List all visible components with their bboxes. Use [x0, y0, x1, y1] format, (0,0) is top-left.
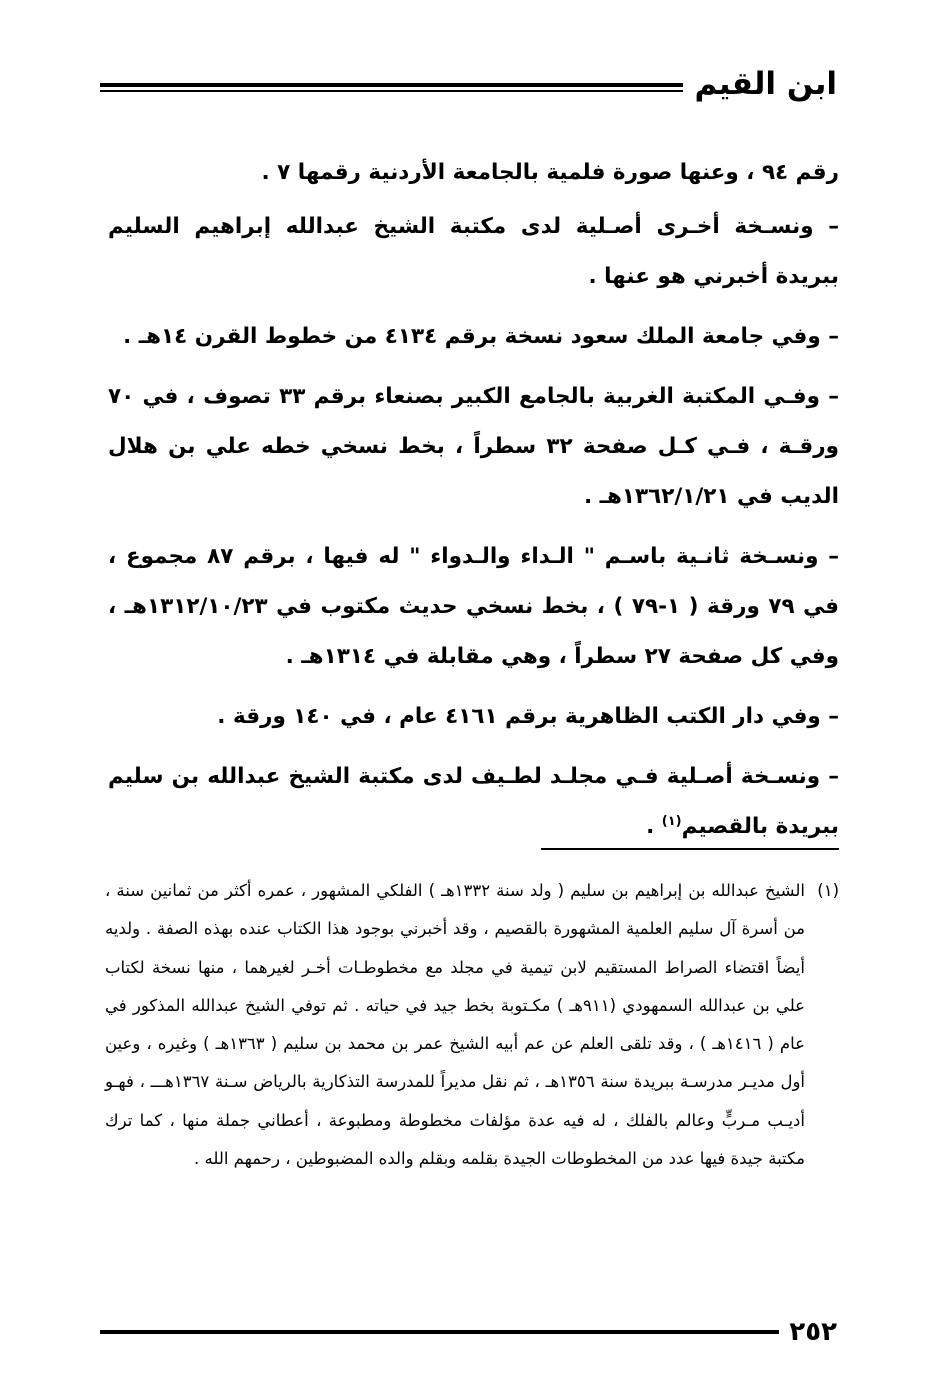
footnote-separator	[541, 848, 839, 850]
paragraph: رقم ٩٤ ، وعنها صورة فلمية بالجامعة الأردنية رقمها ٧ .	[261, 160, 839, 185]
footnote-reference[interactable]: (١)	[661, 813, 682, 829]
paragraph-end: .	[646, 814, 662, 839]
header-rule	[100, 83, 683, 92]
paragraph-text: – ونسـخة أصـلية فـي مجلـد لطـيف لدى مكتبة الشيخ عبدالله بن سليم ببريدة بالقصيم	[108, 764, 839, 839]
paragraph: – وفي دار الكتب الظاهرية برقم ٤١٦١ عام ، في ١٤٠ ورقة .	[217, 704, 839, 729]
paragraph-last	[108, 752, 839, 852]
main-text	[108, 148, 839, 862]
paragraph: – ونسـخة أخـرى أصـلية لدى مكتبة الشيخ عبدالله إبراهيم السليم ببريدة أخبرني هو عنها .	[108, 214, 839, 289]
footer-rule	[100, 1330, 779, 1334]
page-footer	[100, 1312, 837, 1352]
paragraph: – ونسـخة ثانـية باسـم " الـداء والـدواء " له فيها ، برقم ٨٧ مجموع ، في ٧٩ ورقة ( ١-٧٩ ) ، بخط نسخي حديث مكتوب في ١٣١٢/١٠/٢٣هـ ، وفي كل صفحة ٢٧ سطراً ، وهي مقابلة في ١٣١٤هـ .	[108, 544, 839, 669]
running-header	[100, 62, 837, 112]
footnote-number: (١)	[817, 881, 839, 900]
paragraph: – وفي جامعة الملك سعود نسخة برقم ٤١٣٤ من خطوط القرن ١٤هـ .	[123, 324, 839, 349]
running-header-title: ابن القيم	[694, 66, 837, 102]
footnote-text: الشيخ عبدالله بن إبراهيم بن سليم ( ولد سنة ١٣٣٢هـ ) الفلكي المشهور ، عمره أكثر من ثمانين سنة ، من أسرة آل سليم العلمية المشهورة بالقصيم ، وقد أخبرني بوجود هذا الكتاب عنده بهذه الصفة . ولديه أيضاً اقتضاء الصراط المستقيم لابن تيمية في مجلد مع مخطوطـات أخـر لغيرهما ، منها نسخة لكتاب علي بن عبدالله السمهودي (٩١١هـ ) مكـتوبة بخط جيد في حياته . ثم توفي الشيخ عبدالله المذكور في عام ( ١٤١٦هـ ) ، وقد تلقى العلم عن عم أبيه الشيخ عمر بن محمد بن سليم ( ١٣٦٣هـ ) وغيره ، وعين أول مديـر مدرسـة ببريدة سنة ١٣٥٦هـ ، ثم نقل مديراً للمدرسة التذكارية بالرياض سـنة ١٣٦٧هـــ ، فهـو أديـب مـربٍّ وعالم بالفلك ، له فيه عدة مؤلفات مخطوطة ومطبوعة ، أعطاني جملة منها ، كما ترك مكتبة جيدة فيها عدد من المخطوطات الجيدة بقلمه وبقلم والده المضبوطين ، رحمهم الله .	[105, 881, 806, 1169]
page-number: ٢٥٢	[789, 1317, 837, 1347]
footnote	[105, 872, 839, 1178]
paragraph: – وفـي المكتبة الغربية بالجامع الكبير بصنعاء برقم ٣٣ تصوف ، في ٧٠ ورقـة ، فـي كـل صفحة ٣٢ سطراً ، بخط نسخي خطه علي بن هلال الديب في ١٣٦٢/١/٢١هـ .	[108, 384, 839, 509]
